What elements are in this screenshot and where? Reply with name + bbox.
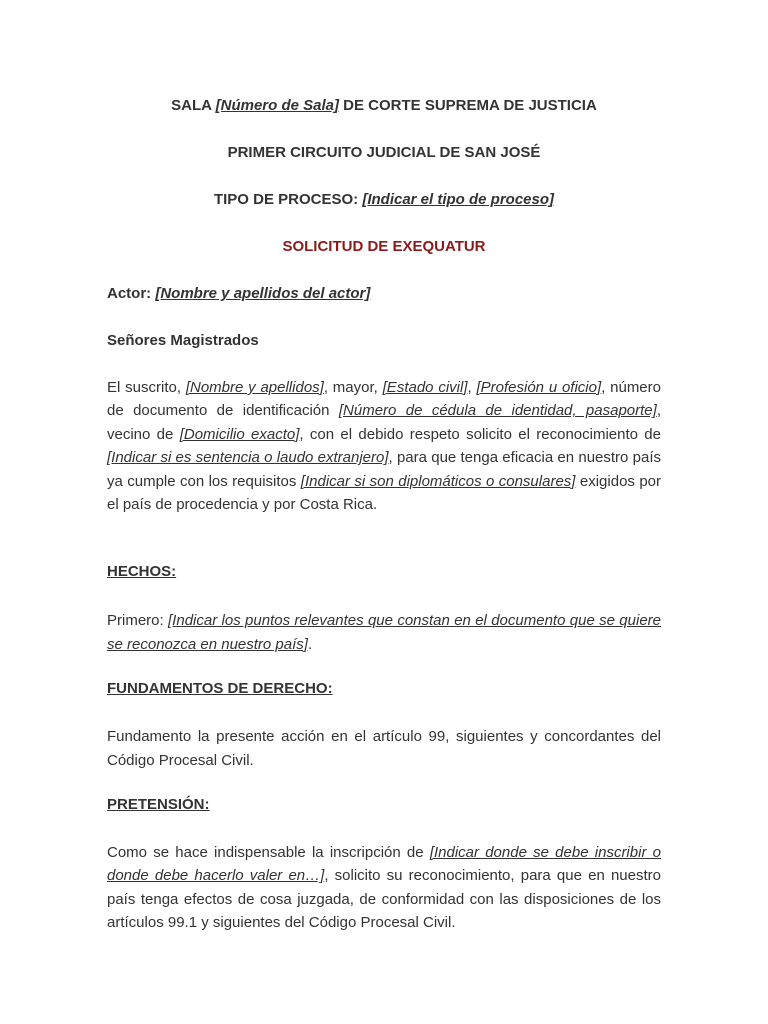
actor-placeholder: [Nombre y apellidos del actor]	[155, 285, 371, 302]
facts-label: Primero:	[107, 612, 169, 630]
court-suffix: DE CORTE SUPREMA DE JUSTICIA	[339, 97, 597, 114]
name-placeholder: [Nombre y apellidos]	[185, 379, 324, 396]
legal-grounds-paragraph: Fundamento la presente acción en el artículo 99, siguientes y concordantes del Código Procesal Civil.	[107, 728, 661, 769]
intro-text-1: El suscrito,	[107, 379, 186, 396]
intro-text-3: ,	[467, 379, 477, 396]
judicial-circuit: PRIMER CIRCUITO JUDICIAL DE SAN JOSÉ	[227, 144, 541, 161]
process-type-label: TIPO DE PROCESO:	[213, 191, 363, 208]
claim-text-2: , solicito su reconocimiento, para que en nuestro país tenga efectos de cosa juzgada, de conformidad con las disposiciones de los artículos 99.1 y siguientes del Código Procesal Civil.	[107, 867, 661, 932]
claim-text-1: Como se hace indispensable la inscripción de	[107, 844, 430, 862]
address-placeholder: [Domicilio exacto]	[179, 425, 300, 443]
process-type	[107, 190, 661, 209]
profession-placeholder: [Profesión u oficio]	[476, 379, 602, 396]
requirements-placeholder: [Indicar si son diplomáticos o consulares]	[300, 472, 576, 490]
intro-paragraph	[107, 376, 661, 516]
claim-heading: PRETENSIÓN:	[107, 796, 210, 814]
document-body	[107, 96, 661, 935]
intro-text-2: , mayor,	[323, 379, 383, 396]
facts-paragraph	[107, 609, 661, 656]
intro-text-7: , para que tenga eficacia en nuestro país ya cumple con los requisitos	[107, 449, 661, 490]
intro-text-8: exigidos por el país de procedencia y por Costa Rica.	[107, 472, 661, 514]
legal-grounds-heading: FUNDAMENTOS DE DERECHO:	[107, 680, 333, 698]
facts-placeholder: [Indicar los puntos relevantes que constan en el documento que se quiere se reconozca en nuestro país]	[107, 612, 662, 653]
intro-text-6: , con el debido respeto solicito el reconocimiento de	[299, 425, 661, 443]
judgment-type-placeholder: [Indicar si es sentencia o laudo extranjero]	[107, 449, 389, 467]
actor-label: Actor:	[107, 285, 156, 302]
facts-end: .	[307, 635, 313, 653]
claim-paragraph	[107, 841, 661, 935]
process-type-placeholder: [Indicar el tipo de proceso]	[362, 191, 555, 208]
intro-text-4: , número de documento de identificación	[107, 379, 661, 420]
court-prefix: SALA	[171, 97, 216, 114]
id-number-placeholder: [Número de cédula de identidad, pasaporte]	[338, 402, 657, 420]
greeting: Señores Magistrados	[107, 332, 259, 349]
document-title: SOLICITUD DE EXEQUATUR	[282, 238, 486, 255]
civil-status-placeholder: [Estado civil]	[382, 379, 468, 396]
actor-line	[107, 284, 661, 303]
facts-heading: HECHOS:	[107, 563, 177, 581]
court-number-placeholder: [Número de Sala]	[215, 97, 339, 114]
court-header	[107, 96, 661, 115]
intro-text-5: , vecino de	[107, 402, 661, 443]
registration-placeholder: [Indicar donde se debe inscribir o donde debe hacerlo valer en…]	[107, 844, 661, 885]
